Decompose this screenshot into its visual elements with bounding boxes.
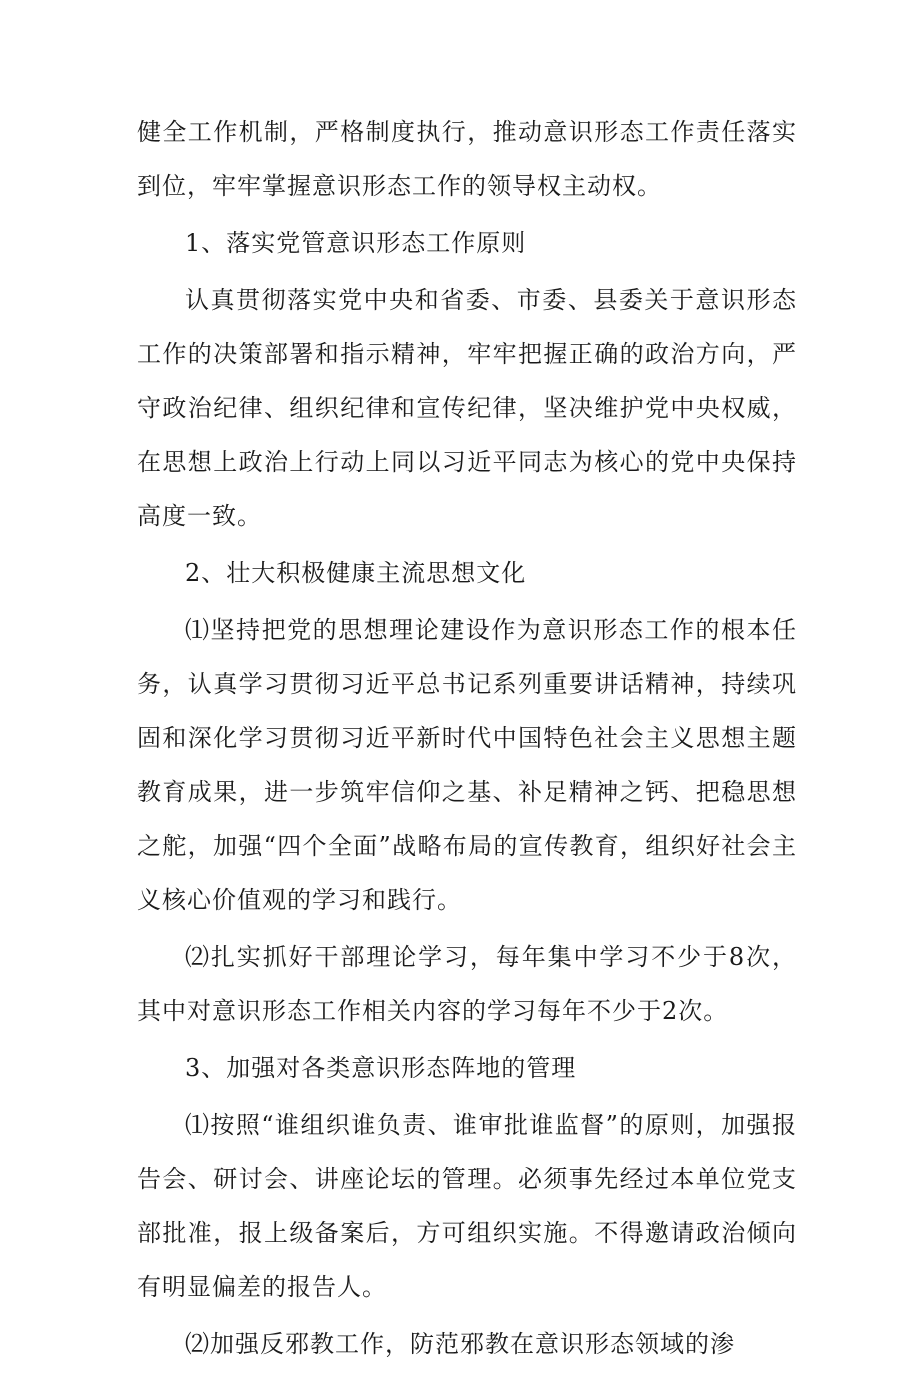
section-heading-2: 2、壮大积极健康主流思想文化: [185, 559, 527, 587]
paragraph: ⑵扎实抓好干部理论学习，每年集中学习不少于8次，其中对意识形态工作相关内容的学习每年不少于2次。: [137, 943, 797, 1025]
section-heading-1: 1、落实党管意识形态工作原则: [185, 229, 527, 257]
paragraph: 认真贯彻落实党中央和省委、市委、县委关于意识形态工作的决策部署和指示精神，牢牢把握正确的政治方向，严守政治纪律、组织纪律和宣传纪律，坚决维护党中央权威，在思想上政治上行动上同以习近平同志为核心的党中央保持高度一致。: [137, 286, 797, 530]
paragraph-continuation: 健全工作机制，严格制度执行，推动意识形态工作责任落实到位，牢牢掌握意识形态工作的领导权主动权。: [137, 118, 797, 200]
paragraph: ⑵加强反邪教工作，防范邪教在意识形态领域的渗: [185, 1330, 735, 1358]
paragraph: ⑴坚持把党的思想理论建设作为意识形态工作的根本任务，认真学习贯彻习近平总书记系列重要讲话精神，持续巩固和深化学习贯彻习近平新时代中国特色社会主义思想主题教育成果，进一步筑牢信仰之基、补足精神之钙、把稳思想之舵，加强“四个全面”战略布局的宣传教育，组织好社会主义核心价值观的学习和践行。: [137, 616, 797, 914]
document-body: [137, 105, 797, 1374]
section-heading-3: 3、加强对各类意识形态阵地的管理: [185, 1054, 577, 1082]
paragraph: ⑴按照“谁组织谁负责、谁审批谁监督”的原则，加强报告会、研讨会、讲座论坛的管理。必须事先经过本单位党支部批准，报上级备案后，方可组织实施。不得邀请政治倾向有明显偏差的报告人。: [137, 1111, 797, 1301]
